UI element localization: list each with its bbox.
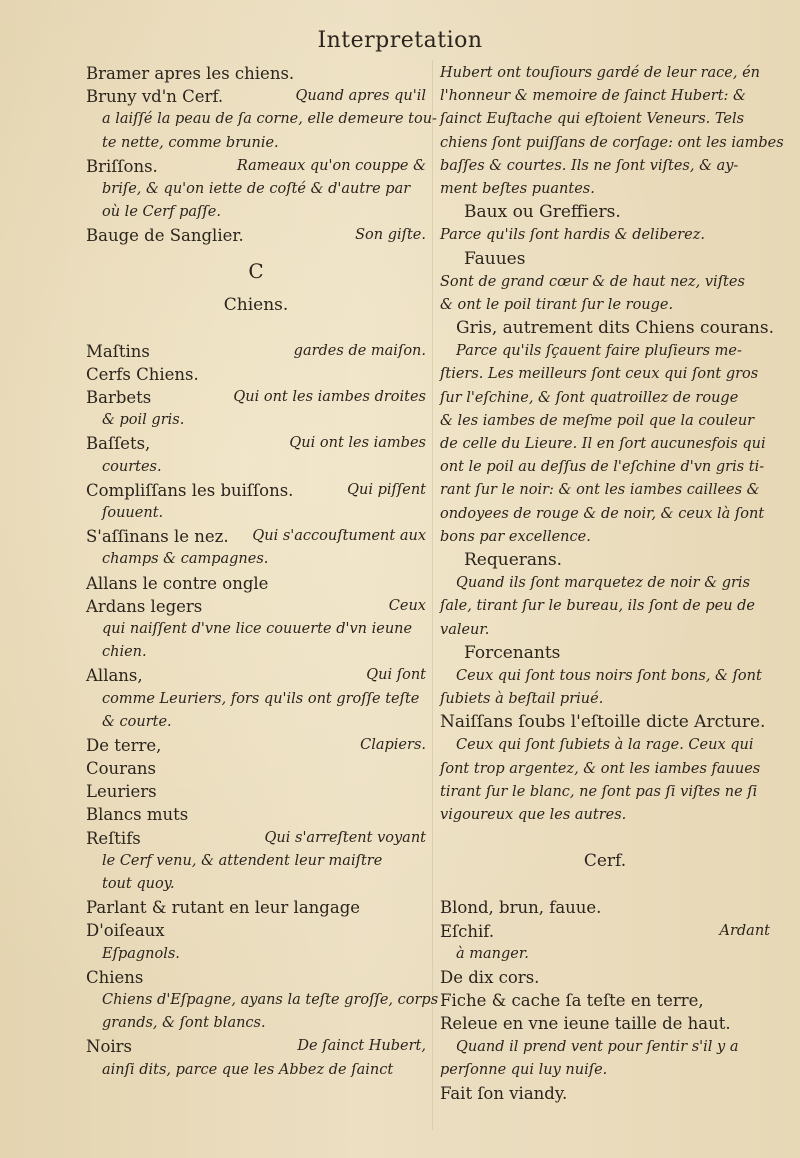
glossary-line bbox=[86, 340, 426, 363]
term: Allans, bbox=[86, 666, 143, 686]
glossary-line bbox=[86, 734, 426, 757]
definition-line: Quand ils ſont marquetez de noir & gris bbox=[456, 575, 751, 592]
definition-line: chiens ſont puiſſans de corſage: ont les iambes bbox=[440, 134, 784, 151]
term: Naiſſans ſoubs l'eſtoille dicte Arcture. bbox=[440, 712, 766, 733]
definition-line: ſubiets à beſtail priué. bbox=[440, 691, 604, 708]
definition-line: a laiſſé la peau de ſa corne, elle demeure tou- bbox=[102, 111, 437, 128]
definition-line: Quand il prend vent pour ſentir s'il y a bbox=[456, 1038, 739, 1055]
definition-line: de celle du Lieure. Il en ſort aucunesfois qui bbox=[440, 436, 766, 452]
term: Leuriers bbox=[86, 782, 157, 802]
definition-line: le Cerf venu, & attendent leur maiſtre bbox=[102, 852, 383, 869]
term: Eſchif. bbox=[440, 921, 495, 941]
definition: Son giſte. bbox=[355, 227, 426, 244]
term: Fauues bbox=[464, 248, 526, 269]
definition: Qui piſſent bbox=[347, 481, 426, 498]
term: Chiens bbox=[86, 967, 144, 987]
definition-line: ſur l'eſchine, & ſont quatroillez de rouge bbox=[440, 389, 739, 406]
definition-line: te nette, comme brunie. bbox=[102, 134, 279, 151]
term: Briſſons. bbox=[86, 156, 158, 176]
definition-line: ſtiers. Les meilleurs ſont ceux qui ſont gros bbox=[440, 366, 759, 383]
definition-line: Sont de grand cœur & de haut nez, viſtes bbox=[440, 273, 745, 290]
definition-line: ſont trop argentez, & ont les iambes fauues bbox=[440, 760, 761, 777]
definition-line: bons par excellence. bbox=[440, 528, 591, 545]
term: Blond, brun, fauue. bbox=[440, 898, 602, 918]
definition-line: perſonne qui luy nuiſe. bbox=[440, 1061, 608, 1078]
definition-line: où le Cerf paſſe. bbox=[102, 204, 221, 221]
glossary-line bbox=[86, 919, 426, 942]
definition: Ceux bbox=[388, 597, 426, 614]
definition: Qui ſont bbox=[366, 667, 426, 684]
definition-line: & poil gris. bbox=[102, 412, 185, 429]
term: S'aſſinans le nez. bbox=[86, 527, 229, 547]
definition-line: ainſi dits, parce que les Abbez de ſainct bbox=[102, 1061, 394, 1078]
glossary-line bbox=[86, 155, 426, 178]
glossary-line bbox=[86, 386, 426, 409]
term: Barbets bbox=[86, 388, 152, 408]
term: Fait ſon viandy. bbox=[440, 1083, 568, 1103]
glossary-line bbox=[86, 780, 426, 803]
glossary-line bbox=[86, 966, 426, 989]
definition: Qui ont les iambes droites bbox=[233, 389, 426, 406]
glossary-line bbox=[86, 896, 426, 919]
term: Fiche & cache ſa teſte en terre, bbox=[440, 991, 704, 1011]
definition-line: à manger. bbox=[456, 945, 529, 962]
glossary-line bbox=[86, 757, 426, 780]
definition-line: ment beſtes puantes. bbox=[440, 180, 595, 197]
definition-line: champs & campagnes. bbox=[102, 551, 269, 568]
glossary-line bbox=[86, 432, 426, 455]
term: Reſtifs bbox=[86, 828, 141, 848]
term: Requerans. bbox=[464, 549, 563, 570]
definition: Qui ont les iambes bbox=[289, 435, 426, 452]
definition: Qui s'accouſtument aux bbox=[252, 528, 426, 545]
definition-line: ſainct Euſtache qui eſtoient Veneurs. Tels bbox=[440, 111, 745, 128]
definition: Qui s'arreſtent voyant bbox=[264, 829, 426, 846]
glossary-line bbox=[86, 827, 426, 850]
glossary-line bbox=[86, 85, 426, 108]
glossary-line bbox=[86, 525, 426, 548]
term: Allans le contre ongle bbox=[86, 573, 269, 593]
definition-line: comme Leuriers, fors qu'ils ont groſſe teſte bbox=[102, 690, 420, 707]
definition-line: briſe, & qu'on iette de coſté & d'autre par bbox=[102, 180, 411, 197]
term: Forcenants bbox=[464, 642, 561, 663]
term: Maſtins bbox=[86, 341, 150, 361]
definition: gardes de maiſon. bbox=[293, 342, 426, 359]
definition: Rameaux qu'on couppe & bbox=[236, 157, 426, 174]
definition-line: ſale, tirant ſur le bureau, ils ſont de peu de bbox=[440, 598, 756, 615]
glossary-line bbox=[86, 62, 426, 85]
term: De dix cors. bbox=[440, 967, 540, 987]
term: Parlant & rutant en leur langage bbox=[86, 898, 361, 918]
term: Compliſſans les buiſſons. bbox=[86, 480, 294, 500]
term: De terre, bbox=[86, 735, 162, 755]
glossary-line bbox=[440, 920, 770, 943]
column-gutter bbox=[432, 60, 433, 1130]
definition-line: ondoyees de rouge & de noir, & ceux là ſont bbox=[440, 505, 765, 522]
spacer bbox=[86, 317, 426, 340]
definition-line: Eſpagnols. bbox=[102, 945, 180, 962]
glossary-line bbox=[440, 1012, 770, 1035]
definition: De ſainct Hubert, bbox=[297, 1038, 426, 1055]
definition-line: Ceux qui ſont tous noirs ſont bons, & ſont bbox=[456, 667, 762, 684]
term: Courans bbox=[86, 759, 157, 779]
definition-line: Chiens d'Eſpagne, ayans la teſte groſſe, corps bbox=[102, 991, 439, 1008]
term: Blancs muts bbox=[86, 805, 189, 825]
definition-line: qui naiſſent d'vne lice couuerte d'vn ieune bbox=[102, 620, 413, 637]
definition-line: l'honneur & memoire de ſainct Hubert: & bbox=[440, 88, 746, 105]
definition-line: ont le poil au deſſus de l'eſchine d'vn gris ti- bbox=[440, 459, 765, 476]
definition: Clapiers. bbox=[360, 736, 426, 753]
definition-line: chien. bbox=[102, 644, 147, 661]
term: Bauge de Sanglier. bbox=[86, 226, 244, 246]
glossary-line bbox=[86, 572, 426, 595]
definition: Quand apres qu'il bbox=[295, 88, 426, 105]
glossary-line bbox=[440, 989, 770, 1012]
definition-line: rant ſur le noir: & ont les iambes caillees & bbox=[440, 482, 760, 499]
definition-line: tirant ſur le blanc, ne ſont pas ſi viſtes ne ſi bbox=[440, 783, 758, 800]
term: Releue en vne ieune taille de haut. bbox=[440, 1014, 731, 1034]
term: Gris, autrement dits Chiens courans. bbox=[456, 318, 774, 339]
definition-line: & ont le poil tirant ſur le rouge. bbox=[440, 296, 674, 313]
glossary-line bbox=[86, 803, 426, 826]
term: Ardans legers bbox=[86, 596, 203, 616]
spacer bbox=[440, 873, 770, 896]
glossary-line bbox=[86, 479, 426, 502]
definition-line: Parce qu'ils ſont hardis & deliberez. bbox=[440, 227, 705, 244]
spacer bbox=[440, 827, 770, 850]
definition-line: vigoureux que les autres. bbox=[440, 807, 627, 823]
glossary-line bbox=[440, 1082, 770, 1105]
glossary-line bbox=[440, 966, 770, 989]
left-column bbox=[86, 62, 439, 1082]
glossary-line bbox=[86, 363, 426, 386]
definition-line: courtes. bbox=[102, 458, 162, 475]
glossary-line bbox=[86, 224, 426, 247]
term: Baſſets, bbox=[86, 434, 151, 454]
definition-line: baſſes & courtes. Ils ne ſont viſtes, & ay- bbox=[440, 157, 739, 174]
term: Baux ou Greffiers. bbox=[464, 202, 621, 223]
section-heading: Cerf. bbox=[583, 851, 627, 872]
definition-line: grands, & ſont blancs. bbox=[102, 1015, 266, 1032]
definition: Ardant bbox=[719, 922, 770, 939]
section-heading: Chiens. bbox=[223, 294, 289, 315]
term: Bramer apres les chiens. bbox=[86, 64, 295, 83]
definition-line: tout quoy. bbox=[102, 876, 175, 892]
term: D'oiſeaux bbox=[86, 921, 165, 941]
term: Bruny vd'n Cerf. bbox=[86, 87, 224, 107]
section-letter: C bbox=[248, 258, 264, 283]
definition-line: Ceux qui ſont ſubiets à la rage. Ceux qui bbox=[456, 737, 754, 754]
definition-line: & les iambes de meſme poil que la couleur bbox=[440, 412, 755, 429]
definition-line: & courte. bbox=[102, 713, 172, 730]
running-head: Interpretation bbox=[317, 28, 483, 53]
glossary-line bbox=[86, 664, 426, 687]
glossary-line bbox=[440, 896, 770, 919]
definition-line: valeur. bbox=[440, 621, 490, 638]
right-column bbox=[440, 62, 784, 1105]
definition-line: ſouuent. bbox=[102, 505, 164, 521]
glossary-line bbox=[86, 1035, 426, 1058]
term: Cerfs Chiens. bbox=[86, 364, 199, 384]
definition-line: Hubert ont touſiours gardé de leur race, én bbox=[440, 65, 760, 81]
glossary-line bbox=[86, 595, 426, 618]
definition-line: Parce qu'ils ſçauent faire pluſieurs me- bbox=[456, 343, 742, 360]
term: Noirs bbox=[86, 1037, 133, 1057]
